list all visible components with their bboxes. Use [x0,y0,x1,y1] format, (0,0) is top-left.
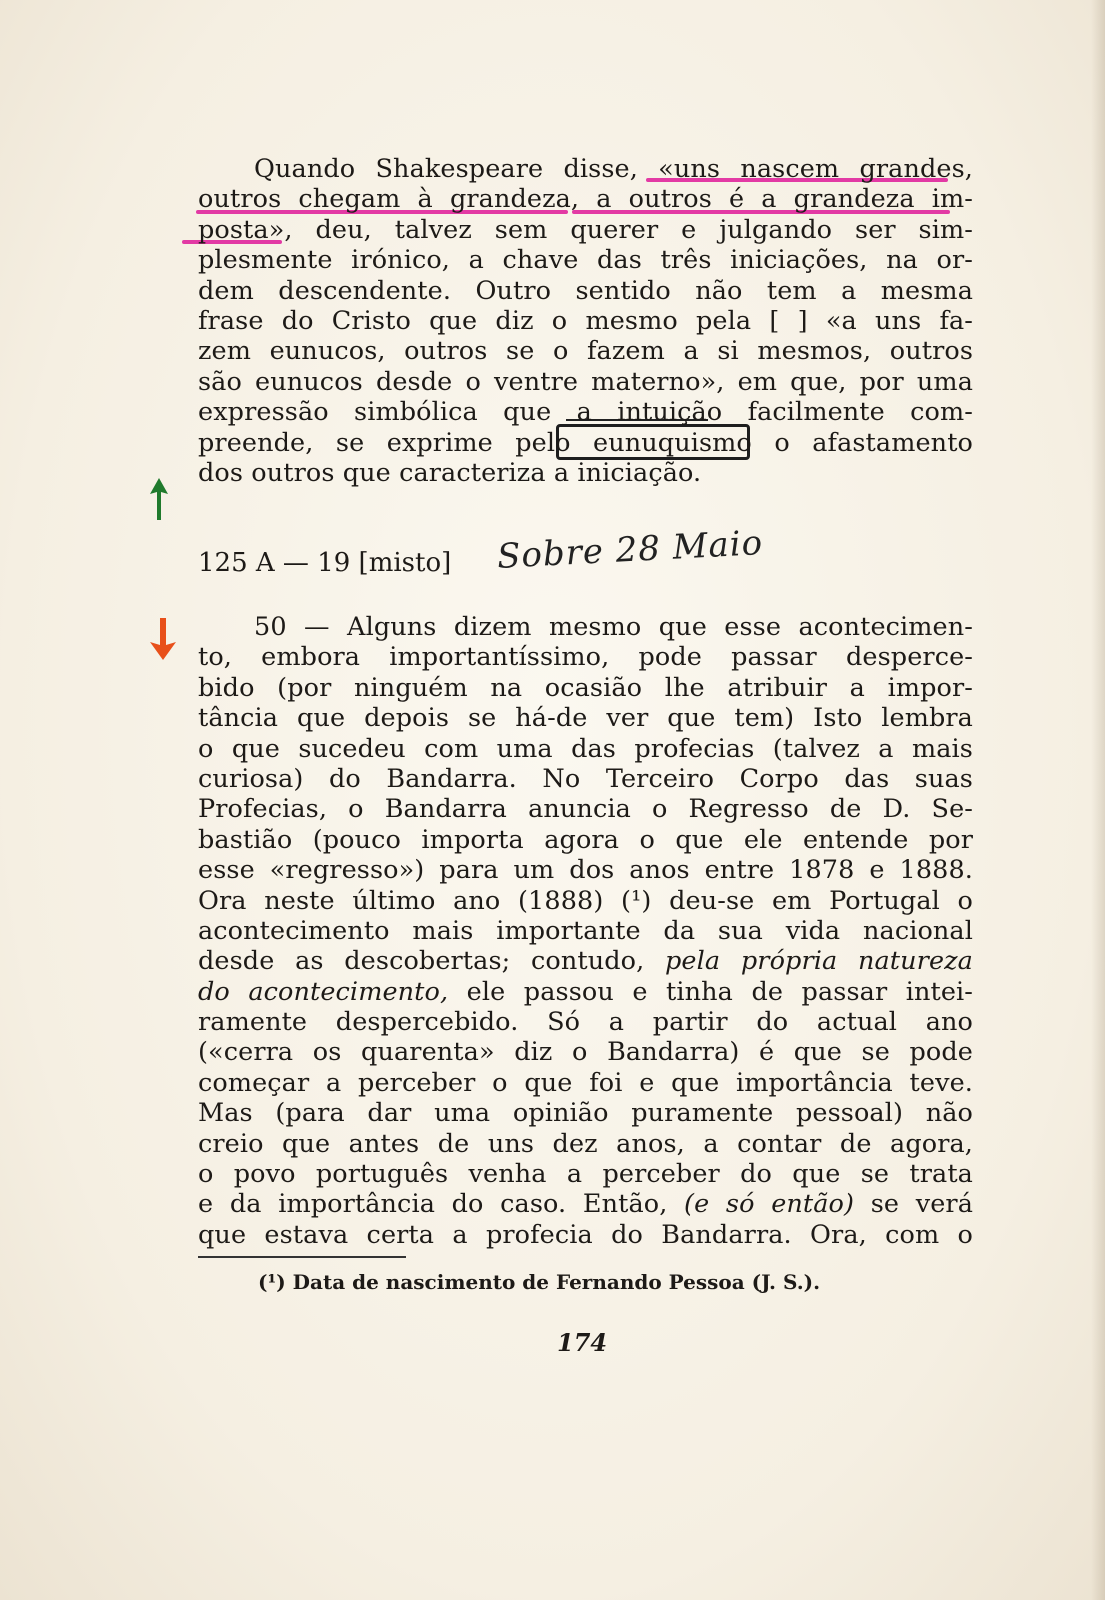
text-line: preende, se exprime pelo eunuquismo o afastamento [198,427,973,458]
text-line-italic: e da importância do caso. Então, (e só então) se verá [198,1189,973,1220]
orange-down-arrow-icon [146,616,180,662]
text-line: («cerra os quarenta» diz o Bandarra) é que se pode [198,1037,973,1068]
text-line: Mas (para dar uma opinião puramente pessoal) não [198,1098,973,1129]
text-line: ramente despercebido. Só a partir do actual ano [198,1007,973,1038]
text-line: zem eunucos, outros se o fazem a si mesmos, outros [198,336,973,367]
text-line: curiosa) do Bandarra. No Terceiro Corpo das suas [198,763,973,794]
text-line: começar a perceber o que foi e que importância teve. [198,1067,973,1098]
handwritten-note: Sobre 28 Maio [496,523,765,577]
paragraph-1 [198,154,973,488]
page-edge-shadow [1091,0,1105,1600]
italic-phrase: do acontecimento, [198,976,449,1007]
text-line: dem descendente. Outro sentido não tem a mesma [198,275,973,306]
text-line: Quando Shakespeare disse, «uns nascem grandes, [254,154,973,184]
green-up-arrow-icon [146,476,172,522]
italic-phrase: (e só então) [684,1189,855,1220]
text-line: o povo português venha a perceber do que se trata [198,1159,973,1190]
page-number: 174 [557,1328,608,1357]
text-line: outros chegam à grandeza, a outros é a grandeza im- [198,184,973,215]
text-line: plesmente irónico, a chave das três iniciações, na or- [198,245,973,276]
text-line: acontecimento mais importante da sua vida nacional [198,915,973,946]
text-line: bastião (pouco importa agora o que ele entende por [198,824,973,855]
footnote-rule [198,1256,406,1258]
text-line: to, embora importantíssimo, pode passar desperce- [198,642,973,673]
text-line: posta», deu, talvez sem querer e julgando ser sim- [198,214,973,245]
text-line-italic: do acontecimento, ele passou e tinha de passar intei- [198,976,974,1007]
text-line: creio que antes de uns dez anos, a contar de agora, [198,1128,973,1159]
text-line: 50 — Alguns dizem mesmo que esse acontecimen- [254,612,973,642]
text-line: que estava certa a profecia do Bandarra. Ora, com o [198,1219,973,1250]
text-line: Ora neste último ano (1888) (¹) deu-se em Portugal o [198,885,973,916]
text-line: Profecias, o Bandarra anuncia o Regresso de D. Se- [198,794,973,825]
text-line: esse «regresso») para um dos anos entre 1878 e 1888. [198,855,973,886]
footnote: (¹) Data de nascimento de Fernando Pessoa (J. S.). [258,1270,821,1294]
text-line: dos outros que caracteriza a iniciação. [198,457,702,488]
text-line: bido (por ninguém na ocasião lhe atribuir a impor- [198,672,973,703]
text-line: expressão simbólica que a intuição facilmente com- [198,397,973,428]
paragraph-2 [198,612,973,1250]
text-line: o que sucedeu com uma das profecias (talvez a mais [198,733,973,764]
text-line: tância que depois se há-de ver que tem) Isto lembra [198,703,973,734]
text-line: frase do Cristo que diz o mesmo pela [ ] «a uns fa- [198,305,973,336]
text-line-italic: desde as descobertas; contudo, pela própria natureza [198,946,973,977]
entry-heading: 125 A — 19 [misto] [198,548,452,578]
italic-phrase: pela própria natureza [665,946,973,977]
text-line: são eunucos desde o ventre materno», em que, por uma [198,366,973,397]
